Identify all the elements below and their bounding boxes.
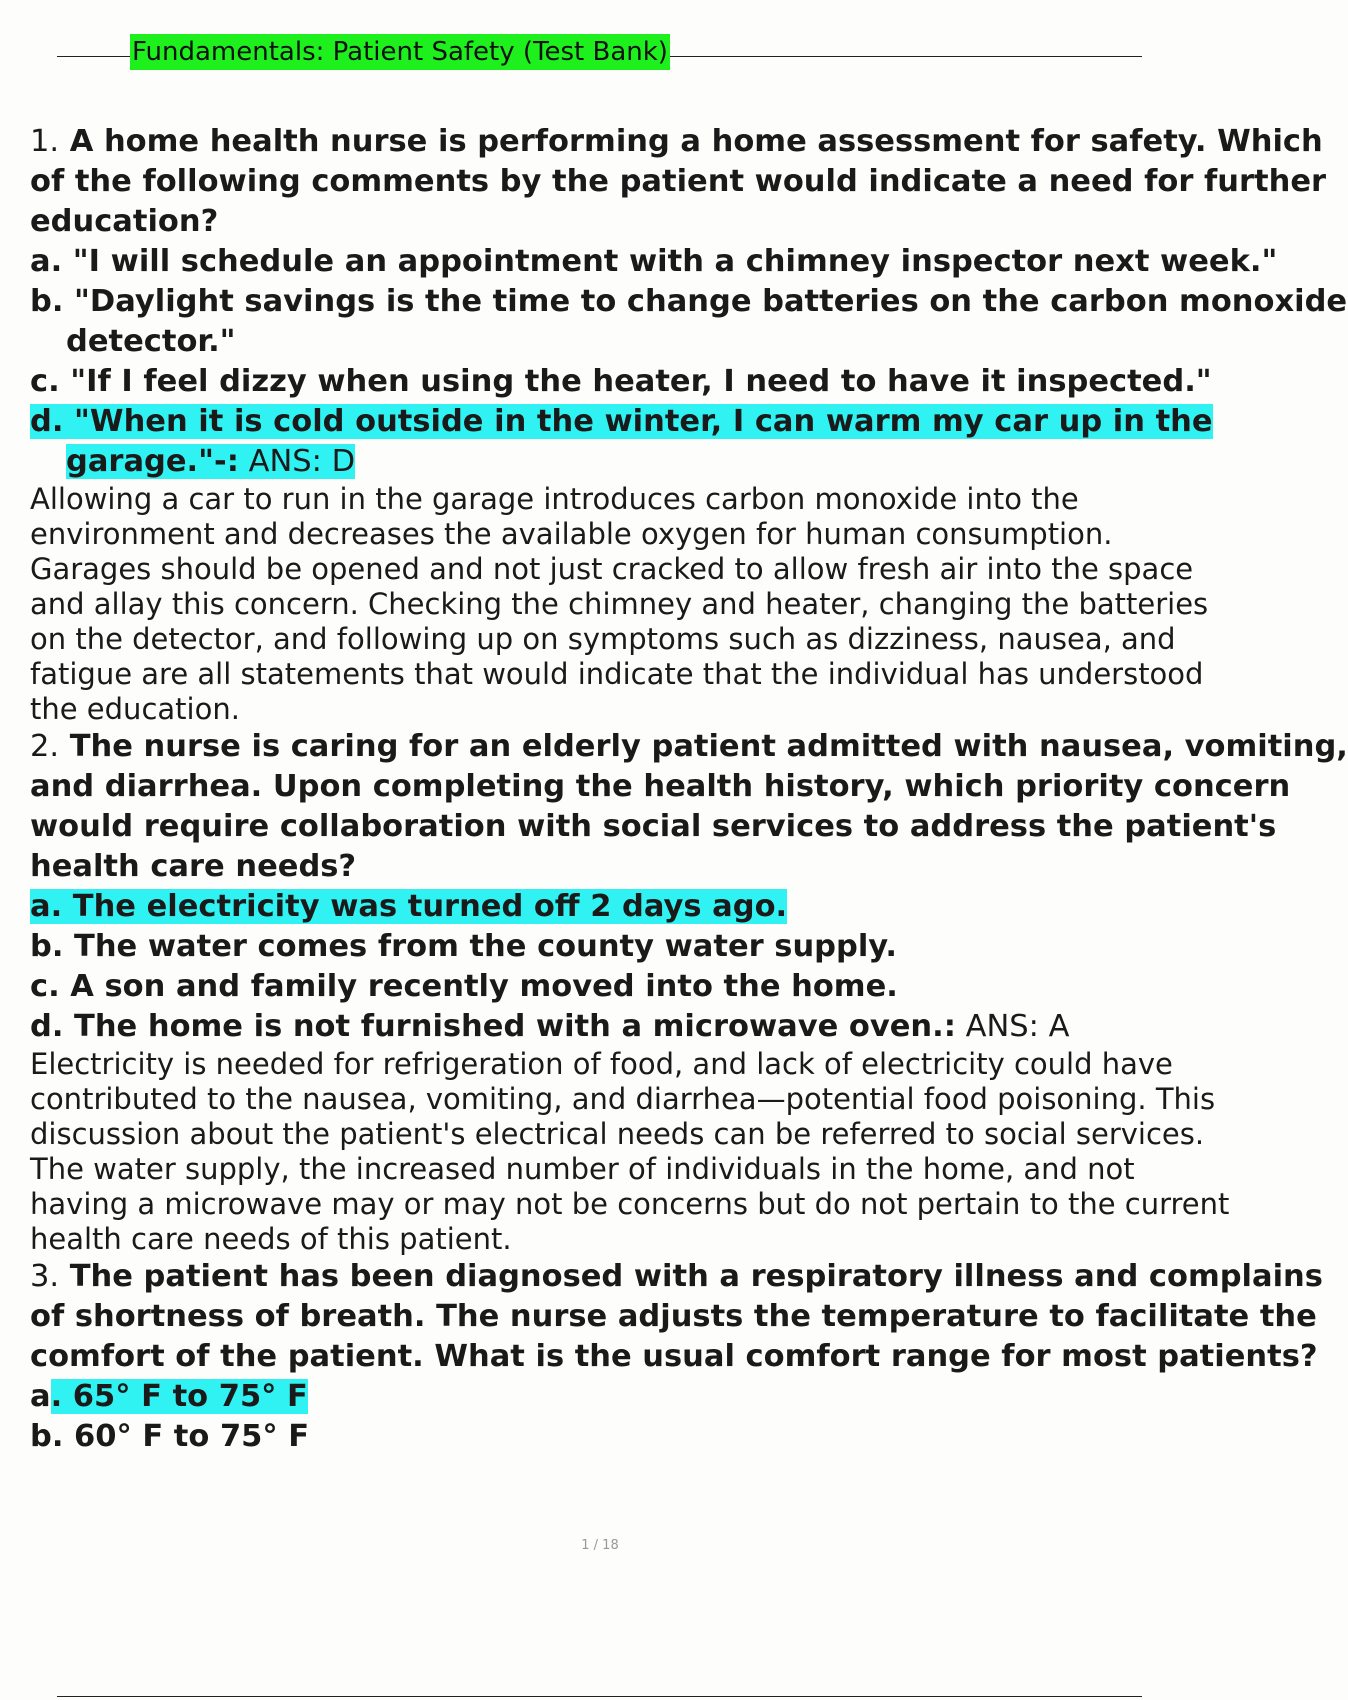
page-title: Fundamentals: Patient Safety (Test Bank) xyxy=(130,34,670,70)
explanation-line: contributed to the nausea, vomiting, and diarrhea—potential food poisoning. This xyxy=(30,1082,1216,1116)
answer-key: ANS: D xyxy=(238,444,356,479)
stem-line: and diarrhea. Upon completing the health history, which priority concern xyxy=(30,769,1291,804)
explanation-line: on the detector, and following up on symptoms such as dizziness, nausea, and xyxy=(30,622,1176,656)
answer-key: ANS: A xyxy=(955,1009,1070,1044)
correct-answer-highlight: a. The electricity was turned off 2 days ago. xyxy=(30,889,788,924)
correct-answer-highlight xyxy=(66,444,355,479)
footer-rule xyxy=(57,1696,1142,1697)
option-d xyxy=(30,402,1213,442)
option-b: b. The water comes from the county water supply. xyxy=(30,929,897,964)
stem-line: The patient has been diagnosed with a respiratory illness and complains xyxy=(69,1259,1323,1294)
option-b: b. "Daylight savings is the time to change batteries on the carbon monoxide xyxy=(30,284,1348,319)
stem-line: health care needs? xyxy=(30,849,357,884)
explanation-line: fatigue are all statements that would indicate that the individual has understood xyxy=(30,657,1204,691)
option-c: c. A son and family recently moved into the home. xyxy=(30,969,898,1004)
question-3-stem xyxy=(30,1257,1323,1297)
option-text: garage."-: xyxy=(66,444,239,479)
explanation-line: and allay this concern. Checking the chimney and heater, changing the batteries xyxy=(30,587,1209,621)
explanation-line: Garages should be opened and not just cracked to allow fresh air into the space xyxy=(30,552,1194,586)
explanation-line: the education. xyxy=(30,692,240,726)
option-text: d. The home is not furnished with a microwave oven.: xyxy=(30,1009,956,1044)
stem-line: comfort of the patient. What is the usual comfort range for most patients? xyxy=(30,1339,1318,1374)
stem-line: The nurse is caring for an elderly patient admitted with nausea, vomiting, xyxy=(69,729,1348,764)
stem-line: would require collaboration with social services to address the patient's xyxy=(30,809,1277,844)
explanation-line: discussion about the patient's electrical needs can be referred to social services. xyxy=(30,1117,1205,1151)
option-a xyxy=(30,1377,1200,1417)
explanation-line: Allowing a car to run in the garage introduces carbon monoxide into the xyxy=(30,482,1079,516)
option-d-continued xyxy=(30,442,1200,482)
document-body xyxy=(30,122,1348,1457)
page-number: 1 / 18 xyxy=(581,1538,619,1553)
stem-line: of the following comments by the patient would indicate a need for further xyxy=(30,164,1327,199)
question-1-stem xyxy=(30,122,1323,162)
option-letter: a xyxy=(30,1379,51,1414)
stem-line: education? xyxy=(30,204,219,239)
stem-line: A home health nurse is performing a home assessment for safety. Which xyxy=(69,124,1323,159)
correct-answer-highlight: . 65° F to 75° F xyxy=(50,1379,308,1414)
option-a: a. "I will schedule an appointment with a chimney inspector next week." xyxy=(30,244,1278,279)
explanation-line: health care needs of this patient. xyxy=(30,1222,512,1256)
stem-line: of shortness of breath. The nurse adjusts the temperature to facilitate the xyxy=(30,1299,1317,1334)
explanation-line: The water supply, the increased number of individuals in the home, and not xyxy=(30,1152,1135,1186)
correct-answer-highlight: d. "When it is cold outside in the winter, I can warm my car up in the xyxy=(30,404,1213,439)
option-b-continued: detector." xyxy=(66,324,236,359)
question-number: 2. xyxy=(30,729,60,764)
question-number: 1. xyxy=(30,124,60,159)
option-d xyxy=(30,1007,1200,1047)
question-number: 3. xyxy=(30,1259,60,1294)
explanation-line: environment and decreases the available oxygen for human consumption. xyxy=(30,517,1113,551)
option-c: c. "If I feel dizzy when using the heater, I need to have it inspected." xyxy=(30,364,1212,399)
explanation-line: having a microwave may or may not be concerns but do not pertain to the current xyxy=(30,1187,1230,1221)
option-b: b. 60° F to 75° F xyxy=(30,1419,310,1454)
question-2-stem xyxy=(30,727,1348,767)
explanation-line: Electricity is needed for refrigeration of food, and lack of electricity could have xyxy=(30,1047,1173,1081)
option-a xyxy=(30,887,1200,927)
